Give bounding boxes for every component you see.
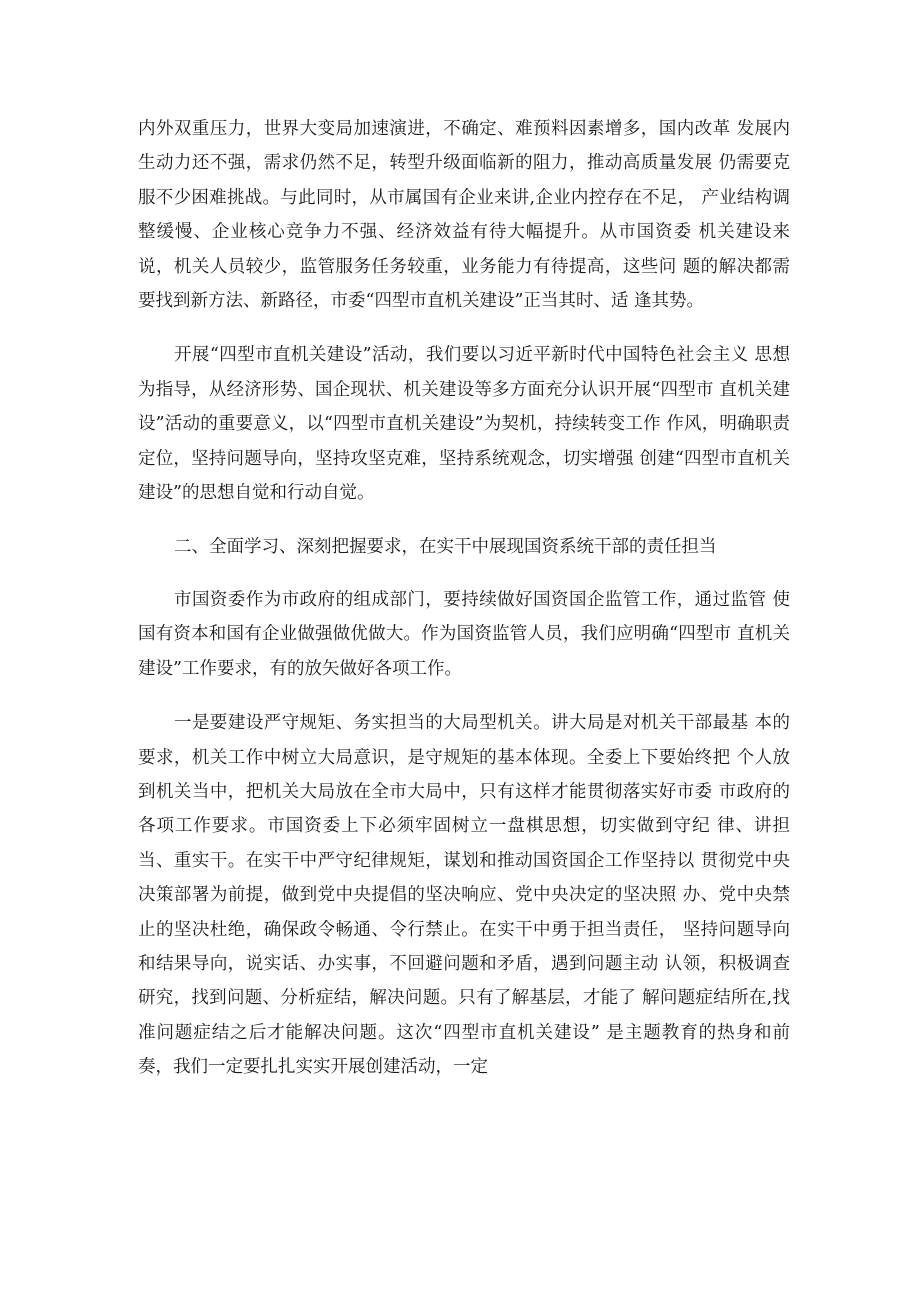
document-body bbox=[138, 112, 790, 1105]
paragraph-2: 开展“四型市直机关建设”活动，我们要以习近平新时代中国特色社会主义 思想为指导，从经济形势、国企现状、机关建设等多方面充分认识开展“四型市 直机关建设”活动的重要意义，以“四型市直机关建设”为契机，持续转变工作 作风，明确职责定位，坚持问题导向，坚持攻坚克难，坚持系统观念，切实增强 创建“四型市直机关建设”的思想自觉和行动自觉。 bbox=[138, 345, 790, 504]
section-heading: 二、全面学习、深刻把握要求，在实干中展现国资系统干部的责任担当 bbox=[174, 537, 717, 558]
paragraph-3: 市国资委作为市政府的组成部门，要持续做好国资国企监管工作，通过监管 使国有资本和国有企业做强做优做大。作为国资监管人员，我们应明确“四型市 直机关建设”工作要求，有的放矢做好各项工作。 bbox=[138, 589, 790, 679]
paragraph-1: 内外双重压力，世界大变局加速演进，不确定、难预料因素增多，国内改革 发展内生动力还不强，需求仍然不足，转型升级面临新的阻力，推动高质量发展 仍需要克服不少困难挑战。与此同时，从市属国有企业来讲,企业内控存在不足， 产业结构调整缓慢、企业核心竞争力不强、经济效益有待大幅提升。从市国资委 机关建设来说，机关人员较少，监管服务任务较重，业务能力有待提高，这些问 题的解决都需要找到新方法、新路径，市委“四型市直机关建设”正当其时、适 逢其势。 bbox=[138, 119, 790, 312]
paragraph-4: 一是要建设严守规矩、务实担当的大局型机关。讲大局是对机关干部最基 本的要求，机关工作中树立大局意识，是守规矩的基本体现。全委上下要始终把 个人放到机关当中，把机关大局放在全市大局中，只有这样才能贯彻落实好市委 市政府的各项工作要求。市国资委上下必须牢固树立一盘棋思想，切实做到守纪 律、讲担当、重实干。在实干中严守纪律规矩，谋划和推动国资国企工作坚持以 贯彻党中央决策部署为前提，做到党中央提倡的坚决响应、党中央决定的坚决照 办、党中央禁止的坚决杜绝，确保政令畅通、令行禁止。在实干中勇于担当责任， 坚持问题导向和结果导向，说实话、办实事，不回避问题和矛盾，遇到问题主动 认领，积极调查研究，找到问题、分析症结，解决问题。只有了解基层，才能了 解问题症结所在,找准问题症结之后才能解决问题。这次“四型市直机关建设” 是主题教育的热身和前奏，我们一定要扎扎实实开展创建活动，一定 bbox=[138, 713, 790, 1078]
